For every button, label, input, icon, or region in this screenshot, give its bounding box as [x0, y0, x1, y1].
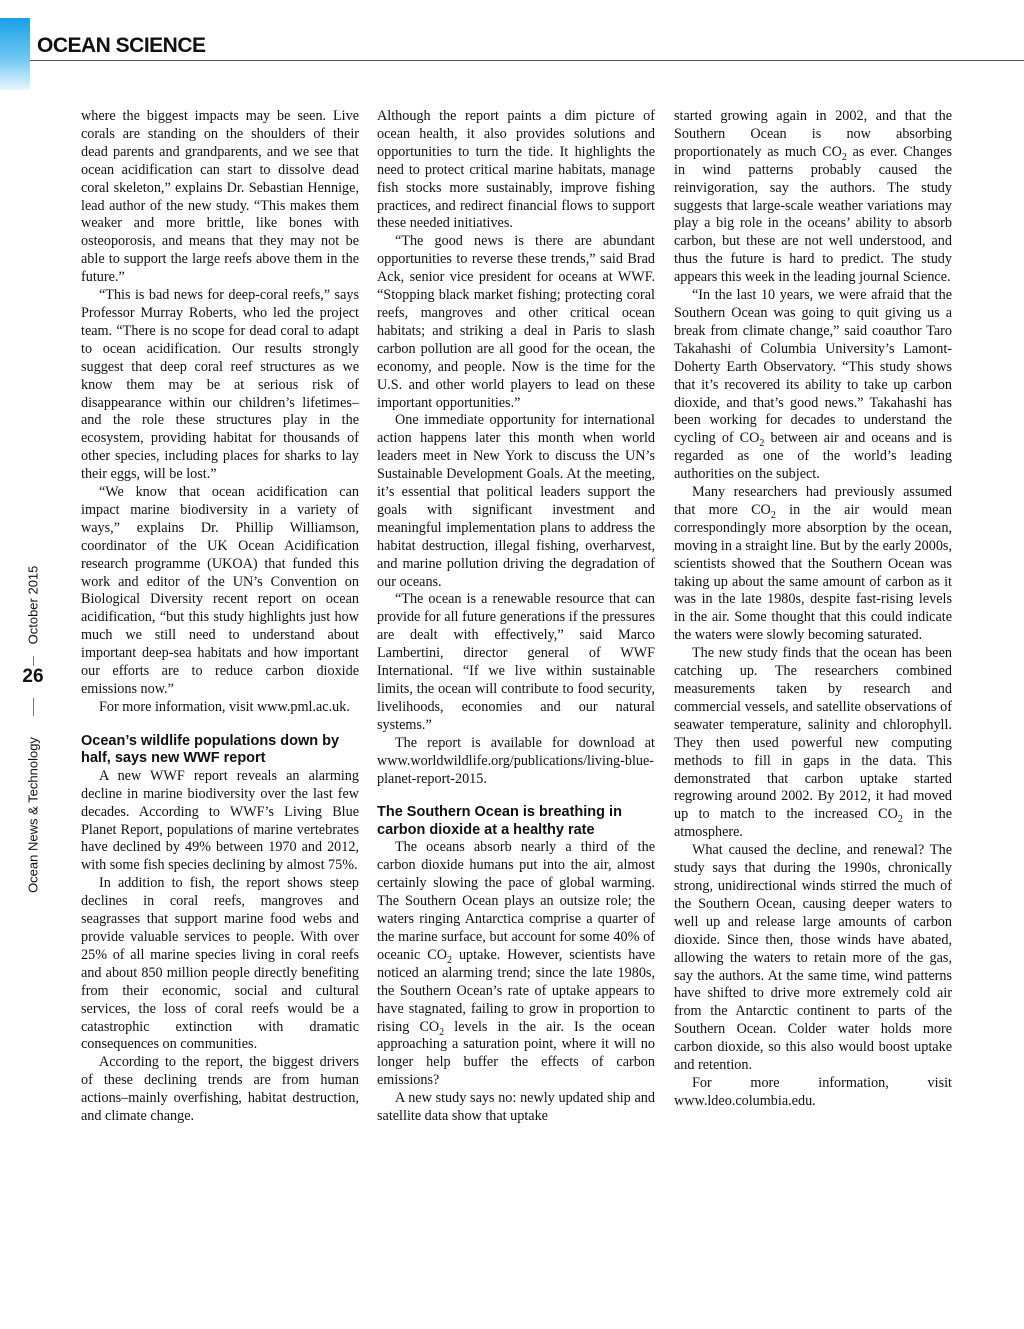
paragraph: “We know that ocean acidification can impact marine biodiversity in a variety of ways,” explains Dr. Phillip Williamson, coordinator of the UK Ocean Acidification research programme (UKOA) that funded this work and editor of the UN’s Convention on Biological Diversity recent report on ocean acidification, “but this study highlights just how much we still need to understand about important deep-sea habitats and how important our efforts are to reduce carbon dioxide emissions now.” [81, 484, 359, 697]
page-number: 26 [22, 666, 44, 687]
publication-name: Ocean News & Technology [25, 737, 41, 893]
issue-date: October 2015 [25, 565, 41, 645]
article-column-2 [377, 108, 655, 1126]
paragraph: According to the report, the biggest drivers of these declining trends are from human actions–mainly overfishing, habitat destruction, and climate change. [81, 1054, 359, 1125]
paragraph: For more information, visit www.ldeo.columbia.edu. [674, 1074, 952, 1109]
paragraph: For more information, visit www.pml.ac.uk. [99, 698, 350, 715]
paragraph: A new WWF report reveals an alarming decline in marine biodiversity over the last few decades. According to WWF’s Living Blue Planet Report, populations of marine vertebrates have declined by 49% between 1970 and 2012, with some fish species declining by almost 75%. [81, 767, 359, 874]
paragraph: where the biggest impacts may be seen. Live corals are standing on the shoulders of their dead parents and grandparents, and we see that ocean acidification can start to dissolve dead coral skeleton,” explains Dr. Sebastian Hennige, lead author of the new study. “This makes them weaker and more brittle, like bones with osteoporosis, and means that they may not be able to support the large reefs above them in the future.” [81, 108, 359, 286]
paragraph: started growing again in 2002, and that the Southern Ocean is now absorbing proportionately as much $CO_2$ as ever. Changes in wind patterns probably caused the reinvigoration, say the authors. The study suggests that large-scale weather variations may play a big role in the oceans’ ability to absorb carbon, but these are not well understood, and thus the future is hard to predict. The study appears this week in the leading journal Science. [674, 108, 952, 286]
paragraph: The report is available for download at www.worldwildlife.org/publications/living-blue-planet-report-2015. [377, 734, 655, 787]
section-title: OCEAN SCIENCE [37, 34, 206, 57]
section-color-tab [0, 18, 30, 90]
paragraph: In addition to fish, the report shows steep declines in coral reefs, mangroves and seagrasses that support marine food webs and provide valuable services to people. With over 25% of all marine species living in coral reefs and about 850 million people directly benefiting from their economic, social and cultural services, the loss of coral reefs would be a catastrophic extinction with dramatic consequences on communities. [81, 875, 359, 1053]
paragraph: One immediate opportunity for international action happens later this month when world leaders meet in New York to discuss the UN’s Sustainable Development Goals. At the meeting, it’s essential that political leaders support the goals with significant investment and meaningful implementation plans to address the habitat destruction, illegal fishing, overharvest, and marine pollution driving the degradation of our oceans. [377, 412, 655, 590]
header-divider [30, 60, 1024, 61]
paragraph: The new study finds that the ocean has been catching up. The researchers combined measurements taken by research and commercial vessels, and satellite observations of seawater temperature, salinity and chlorophyll. They then used powerful new computing methods to fill in gaps in the data. This demonstrated that carbon uptake started regrowing around 2002. By 2012, it had moved up to match to the increased $CO_2$ in the atmosphere. [674, 645, 953, 841]
sidebar-meta [8, 550, 58, 910]
paragraph: Many researchers had previously assumed that more $CO_2$ in the air would mean correspondingly more absorption by the ocean, moving in a straight line. But by the early 2000s, scientists showed that the Southern Ocean was taking up about the same amount of carbon as it was in the late 1980s, despite fast-rising levels in the air. Some thought that this could indicate the waters were slowly becoming saturated. [674, 484, 952, 644]
article-column-1 [81, 108, 359, 1126]
article-heading: Ocean’s wildlife populations down by half, says new WWF report [81, 732, 340, 767]
article-column-3 [674, 108, 952, 1111]
paragraph: The oceans absorb nearly a third of the carbon dioxide humans put into the air, almost certainly slowing the pace of global warming. The Southern Ocean plays an outsize role; the waters ringing Antarctica comprise a quarter of the marine surface, but account for some 40% of oceanic $CO_2$ uptake. However, scientists have noticed an alarming trend; since the late 1980s, the Southern Ocean’s rate of uptake appears to have stagnated, failing to grow in proportion to rising $CO_2$ levels in the air. Is the ocean approaching a saturation point, where it will no longer help buffer the effects of carbon emissions? [377, 839, 656, 1089]
sidebar-divider [33, 656, 34, 666]
paragraph: What caused the decline, and renewal? The study says that during the 1990s, chronically strong, unidirectional winds stirred the much of the Southern Ocean, causing deeper waters to well up and release large amounts of carbon dioxide. Since then, those winds have abated, allowing the waters to retain more of the gas, say the authors. At the same time, wind patterns have shifted to drive more extremely cold air from the Antarctic continent to parts of the Southern Ocean. Colder water holds more carbon dioxide, so this also would boost uptake and retention. [674, 842, 952, 1074]
paragraph: “The ocean is a renewable resource that can provide for all future generations if the pressures are dealt with effectively,” said Marco Lambertini, director general of WWF International. “If we live within sustainable limits, the ocean will contribute to food security, livelihoods, economies and our natural systems.” [377, 591, 655, 733]
article-heading: The Southern Ocean is breathing in carbon dioxide at a healthy rate [377, 804, 622, 838]
paragraph: “The good news is there are abundant opportunities to reverse these trends,” said Brad Ack, senior vice president for oceans at WWF. “Stopping black market fishing; protecting coral reefs, mangroves and other critical ocean habitats; and striking a deal in Paris to slash carbon pollution are all good for the ocean, the economy, and people. Now is the time for the U.S. and other world players to lead on these important opportunities.” [377, 233, 655, 411]
paragraph: Although the report paints a dim picture of ocean health, it also provides solutions and opportunities to turn the tide. It highlights the need to protect critical marine habitats, manage fish stocks more sustainably, improve fishing practices, and redirect financial flows to support these needed initiatives. [377, 108, 655, 232]
paragraph: A new study says no: newly updated ship and satellite data show that uptake [377, 1090, 655, 1125]
paragraph: “This is bad news for deep-coral reefs,” says Professor Murray Roberts, who led the project team. “There is no scope for dead coral to adapt to ocean acidification. Our results strongly suggest that deep coral reef structures as we know them may be at serious risk of disappearance within our children’s lifetimes–and the role these structures play in the ecosystem, providing habitat for thousands of other species, including places for sharks to lay their eggs, will be lost.” [81, 287, 359, 483]
sidebar-divider [33, 698, 34, 716]
paragraph: “In the last 10 years, we were afraid that the Southern Ocean was going to quit giving us a break from climate change,” said coauthor Taro Takahashi of Columbia University’s Lamont-Doherty Earth Observatory. “This study shows that it’s recovered its ability to take up carbon dioxide, and that’s good news.” Takahashi has been working for decades to understand the cycling of $CO_2$ between air and oceans and is regarded as one of the world’s leading authorities on the subject. [674, 287, 952, 483]
